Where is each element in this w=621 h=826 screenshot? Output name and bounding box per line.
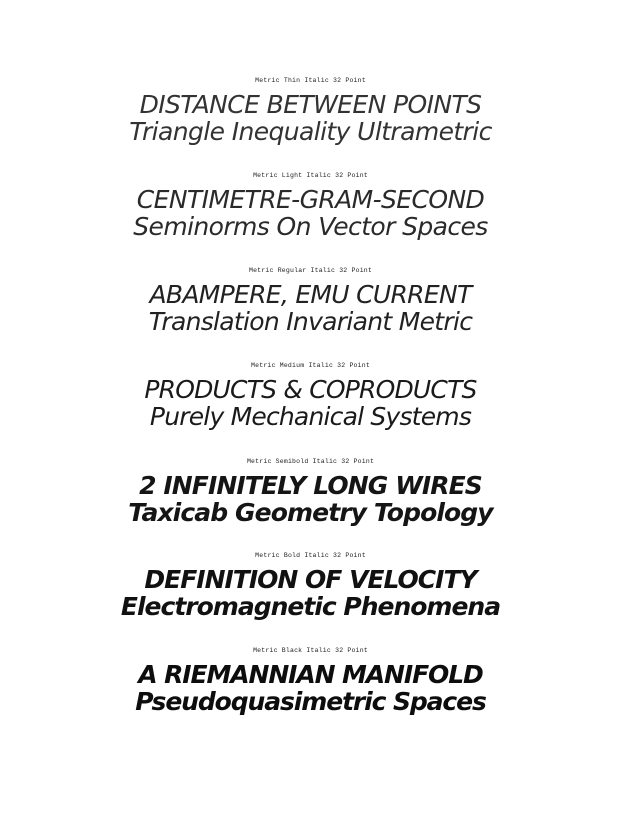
specimen-uppercase-line: PRODUCTS & COPRODUCTS [144, 375, 477, 404]
specimen-mixedcase-line: Purely Mechanical Systems [149, 402, 472, 431]
specimen-light [0, 172, 621, 240]
specimen-black [0, 647, 621, 715]
specimen-regular [0, 267, 621, 335]
specimen-caption: Metric Thin Italic 32 Point [255, 77, 366, 84]
specimen-uppercase-line: CENTIMETRE-GRAM-SECOND [136, 185, 485, 214]
specimen-bold [0, 552, 621, 620]
specimen-mixedcase-line: Seminorms On Vector Spaces [133, 212, 488, 241]
specimen-uppercase-line: DEFINITION OF VELOCITY [144, 565, 477, 594]
specimen-caption: Metric Medium Italic 32 Point [251, 362, 370, 369]
specimen-mixedcase-line: Triangle Inequality Ultrametric [129, 117, 492, 146]
specimen-thin [0, 77, 621, 145]
specimen-caption: Metric Regular Italic 32 Point [248, 267, 373, 274]
specimen-uppercase-line: ABAMPERE, EMU CURRENT [149, 280, 472, 309]
specimen-caption: Metric Semibold Italic 32 Point [246, 458, 375, 465]
specimen-caption: Metric Bold Italic 32 Point [255, 552, 366, 559]
specimen-uppercase-line: A RIEMANNIAN MANIFOLD [138, 660, 483, 689]
specimen-semibold [0, 458, 621, 526]
specimen-caption: Metric Black Italic 32 Point [253, 647, 368, 654]
specimen-mixedcase-line: Taxicab Geometry Topology [128, 498, 493, 527]
specimen-uppercase-line: 2 INFINITELY LONG WIRES [139, 471, 482, 500]
specimen-mixedcase-line: Pseudoquasimetric Spaces [135, 687, 486, 716]
specimen-uppercase-line: DISTANCE BETWEEN POINTS [139, 90, 482, 119]
specimen-caption: Metric Light Italic 32 Point [253, 172, 368, 179]
specimen-mixedcase-line: Translation Invariant Metric [148, 307, 473, 336]
specimen-medium [0, 362, 621, 430]
specimen-mixedcase-line: Electromagnetic Phenomena [120, 592, 501, 621]
